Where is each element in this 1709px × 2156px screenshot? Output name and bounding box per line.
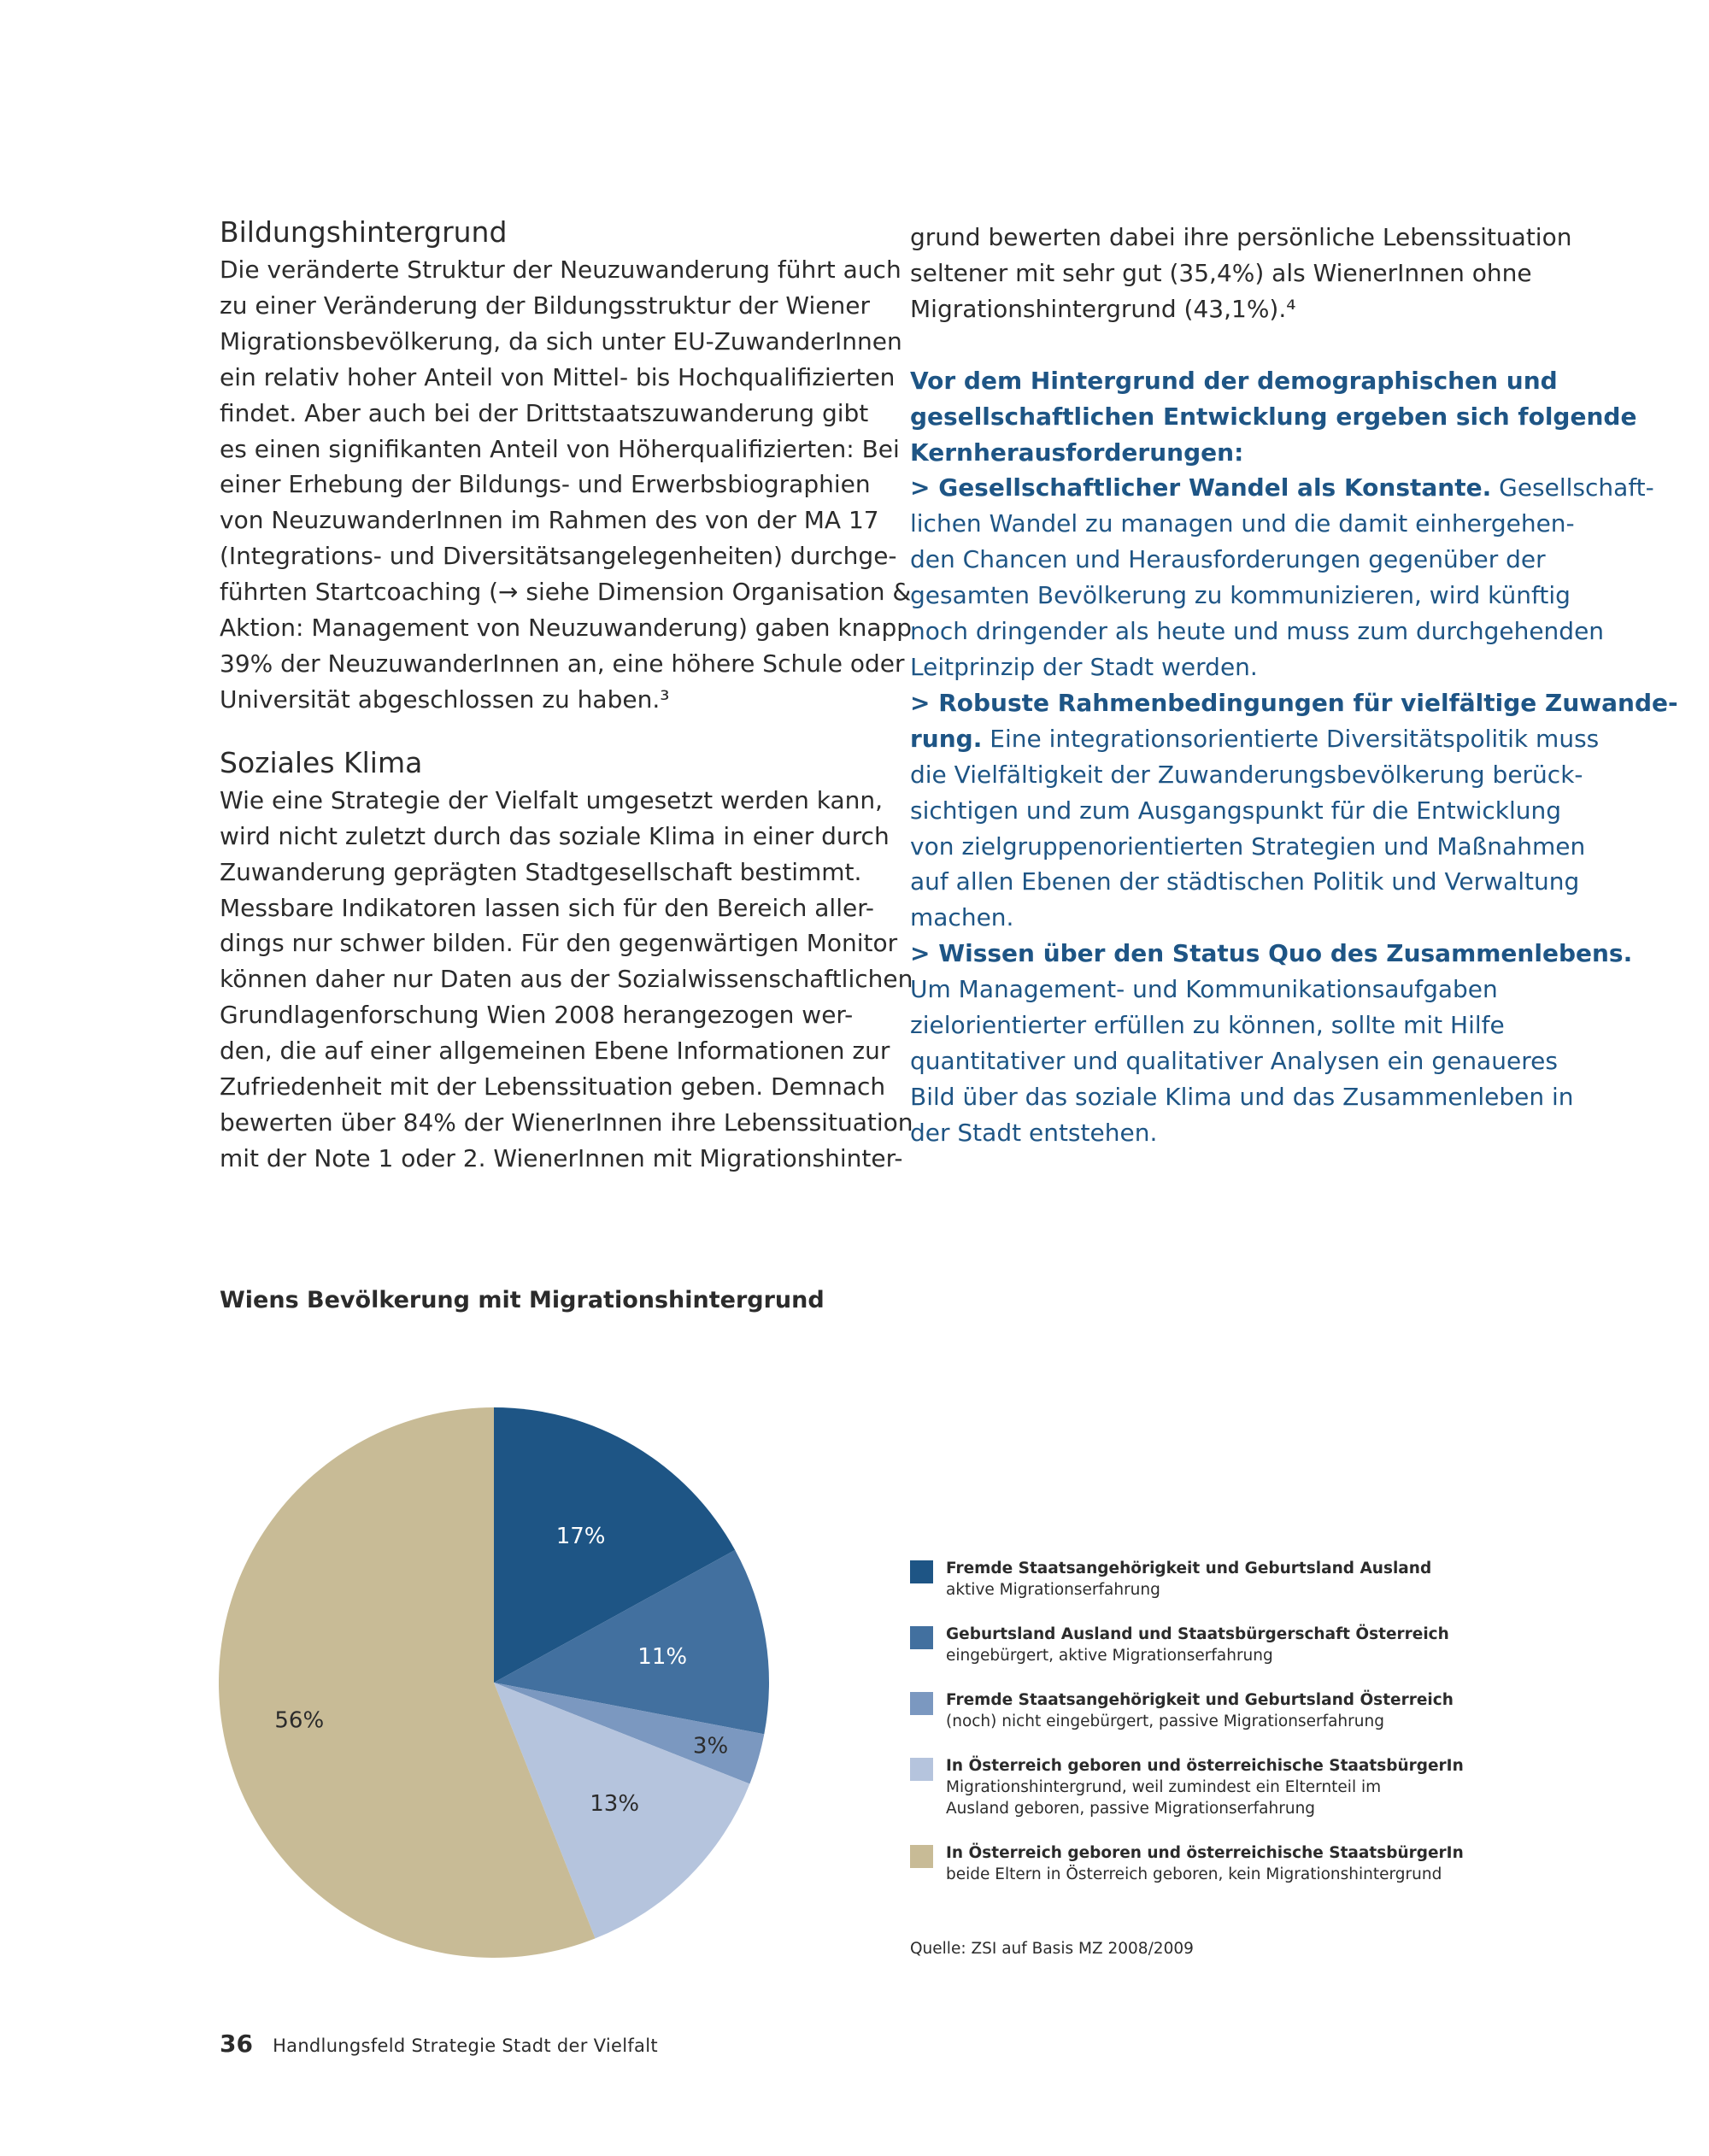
footer-section: Handlungsfeld Strategie Stadt der Vielfalt: [273, 2036, 658, 2056]
legend-swatch: [910, 1560, 933, 1583]
legend-description: Ausland geboren, passive Migrationserfahrung: [946, 1800, 1316, 1818]
challenge-text: die Vielfältigkeit der Zuwanderungsbevölkerung berück-: [910, 760, 1583, 789]
legend-item: [910, 1755, 1577, 1819]
legend-title: Geburtsland Ausland und Staatsbürgerschaft Österreich: [946, 1625, 1449, 1643]
text-line: findet. Aber auch bei der Drittstaatszuwanderung gibt: [220, 398, 869, 427]
text-line: gesellschaftlichen Entwicklung ergeben sich folgende: [910, 402, 1637, 431]
text-line: ein relativ hoher Anteil von Mittel- bis Hochqualifizierten: [220, 362, 896, 391]
legend-title: In Österreich geboren und österreichische StaatsbürgerIn: [946, 1757, 1464, 1775]
text-line: Kernherausforderungen:: [910, 438, 1244, 467]
challenge-text: Eine integrationsorientierte Diversitätspolitik muss: [982, 724, 1600, 753]
challenge-text: der Stadt entstehen.: [910, 1118, 1158, 1147]
legend-title: Fremde Staatsangehörigkeit und Geburtsland Ausland: [946, 1560, 1432, 1577]
text-line: wird nicht zuletzt durch das soziale Klima in einer durch: [220, 821, 890, 850]
challenge-text: Gesellschaft-: [1491, 473, 1654, 502]
legend-title: In Österreich geboren und österreichische StaatsbürgerIn: [946, 1844, 1464, 1862]
text-line: einer Erhebung der Bildungs- und Erwerbsbiographien: [220, 470, 871, 499]
text-line: Zufriedenheit mit der Lebenssituation geben. Demnach: [220, 1072, 886, 1101]
text-line: Aktion: Management von Neuzuwanderung) gaben knapp: [220, 614, 913, 643]
legend-swatch: [910, 1845, 933, 1868]
legend-item: [910, 1842, 1577, 1885]
legend-description: (noch) nicht eingebürgert, passive Migrationserfahrung: [946, 1712, 1384, 1730]
challenge-text: auf allen Ebenen der städtischen Politik und Verwaltung: [910, 867, 1580, 896]
text-line: Migrationshintergrund (43,1%).⁴: [910, 294, 1296, 323]
page-number: 36: [220, 2030, 253, 2058]
heading-soziales-klima: Soziales Klima: [220, 745, 423, 779]
text-line: mit der Note 1 oder 2. WienerInnen mit Migrationshinter-: [220, 1143, 903, 1172]
challenge-text: von zielgruppenorientierten Strategien und Maßnahmen: [910, 831, 1586, 861]
challenge-text: lichen Wandel zu managen und die damit einhergehen-: [910, 509, 1575, 538]
pie-label-4: 13%: [590, 1791, 640, 1818]
challenge-text: noch dringender als heute und muss zum durchgehenden: [910, 617, 1605, 646]
legend-description: Migrationshintergrund, weil zumindest ein Elternteil im: [946, 1778, 1382, 1796]
pie-label-5: 56%: [274, 1707, 325, 1734]
text-line: führten Startcoaching (→ siehe Dimension Organisation &: [220, 578, 912, 607]
challenge-heading: rung.: [910, 724, 983, 753]
challenge-heading: > Robuste Rahmenbedingungen für vielfältige Zuwande-: [910, 688, 1678, 717]
text-line: dings nur schwer bilden. Für den gegenwärtigen Monitor: [220, 929, 898, 958]
challenge-text: Um Management- und Kommunikationsaufgaben: [910, 975, 1498, 1004]
text-line: (Integrations- und Diversitätsangelegenheiten) durchge-: [220, 542, 897, 571]
text-line: Vor dem Hintergrund der demographischen und: [910, 366, 1558, 395]
legend-title: Fremde Staatsangehörigkeit und Geburtsland Österreich: [946, 1691, 1454, 1709]
challenge-heading: > Gesellschaftlicher Wandel als Konstante.: [910, 473, 1492, 502]
pie-label-2: 11%: [637, 1643, 688, 1670]
text-line: bewerten über 84% der WienerInnen ihre Lebenssituation: [220, 1107, 913, 1137]
challenge-text: den Chancen und Herausforderungen gegenüber der: [910, 545, 1546, 574]
legend-item: [910, 1624, 1577, 1666]
challenge-heading: > Wissen über den Status Quo des Zusammenlebens.: [910, 939, 1633, 968]
text-line: seltener mit sehr gut (35,4%) als WienerInnen ohne: [910, 258, 1532, 287]
legend-description: aktive Migrationserfahrung: [946, 1581, 1160, 1599]
text-line: grund bewerten dabei ihre persönliche Lebenssituation: [910, 223, 1572, 251]
text-line: zu einer Veränderung der Bildungsstruktur der Wiener: [220, 291, 870, 320]
challenge-text: machen.: [910, 903, 1014, 932]
text-line: Die veränderte Struktur der Neuzuwanderung führt auch: [220, 256, 901, 284]
chart-legend: [910, 1558, 1577, 1908]
text-line: den, die auf einer allgemeinen Ebene Informationen zur: [220, 1037, 890, 1066]
challenge-text: gesamten Bevölkerung zu kommunizieren, wird künftig: [910, 581, 1571, 610]
text-line: können daher nur Daten aus der Sozialwissenschaftlichen: [220, 965, 913, 994]
page-footer: [220, 2030, 658, 2058]
legend-description: beide Eltern in Österreich geboren, kein Migrationshintergrund: [946, 1865, 1442, 1883]
chart-source: Quelle: ZSI auf Basis MZ 2008/2009: [910, 1940, 1194, 1958]
legend-description: eingebürgert, aktive Migrationserfahrung: [946, 1647, 1273, 1665]
text-line: Wie eine Strategie der Vielfalt umgesetzt werden kann,: [220, 785, 884, 814]
pie-label-3: 3%: [692, 1733, 729, 1759]
challenge-text: sichtigen und zum Ausgangspunkt für die Entwicklung: [910, 796, 1562, 825]
challenge-text: Bild über das soziale Klima und das Zusammenleben in: [910, 1082, 1574, 1111]
text-line: von NeuzuwanderInnen im Rahmen des von der MA 17: [220, 506, 879, 535]
text-line: 39% der NeuzuwanderInnen an, eine höhere Schule oder: [220, 649, 905, 678]
text-line: Grundlagenforschung Wien 2008 herangezogen wer-: [220, 1001, 854, 1030]
text-line: es einen signifikanten Anteil von Höherqualifizierten: Bei: [220, 434, 900, 463]
legend-swatch: [910, 1692, 933, 1715]
text-line: Zuwanderung geprägten Stadtgesellschaft bestimmt.: [220, 857, 862, 886]
pie-label-1: 17%: [555, 1524, 606, 1550]
legend-swatch: [910, 1626, 933, 1649]
text-line: Messbare Indikatoren lassen sich für den Bereich aller-: [220, 893, 875, 922]
legend-item: [910, 1558, 1577, 1601]
chart-title: Wiens Bevölkerung mit Migrationshintergrund: [220, 1287, 825, 1313]
heading-bildungshintergrund: Bildungshintergrund: [220, 215, 508, 249]
legend-item: [910, 1689, 1577, 1732]
text-line: Universität abgeschlossen zu haben.³: [220, 684, 670, 714]
legend-swatch: [910, 1758, 933, 1781]
challenge-text: zielorientierter erfüllen zu können, sollte mit Hilfe: [910, 1011, 1505, 1040]
text-line: Migrationsbevölkerung, da sich unter EU-ZuwanderInnen: [220, 326, 902, 355]
challenge-text: quantitativer und qualitativer Analysen ein genaueres: [910, 1046, 1558, 1075]
challenge-text: Leitprinzip der Stadt werden.: [910, 652, 1258, 681]
